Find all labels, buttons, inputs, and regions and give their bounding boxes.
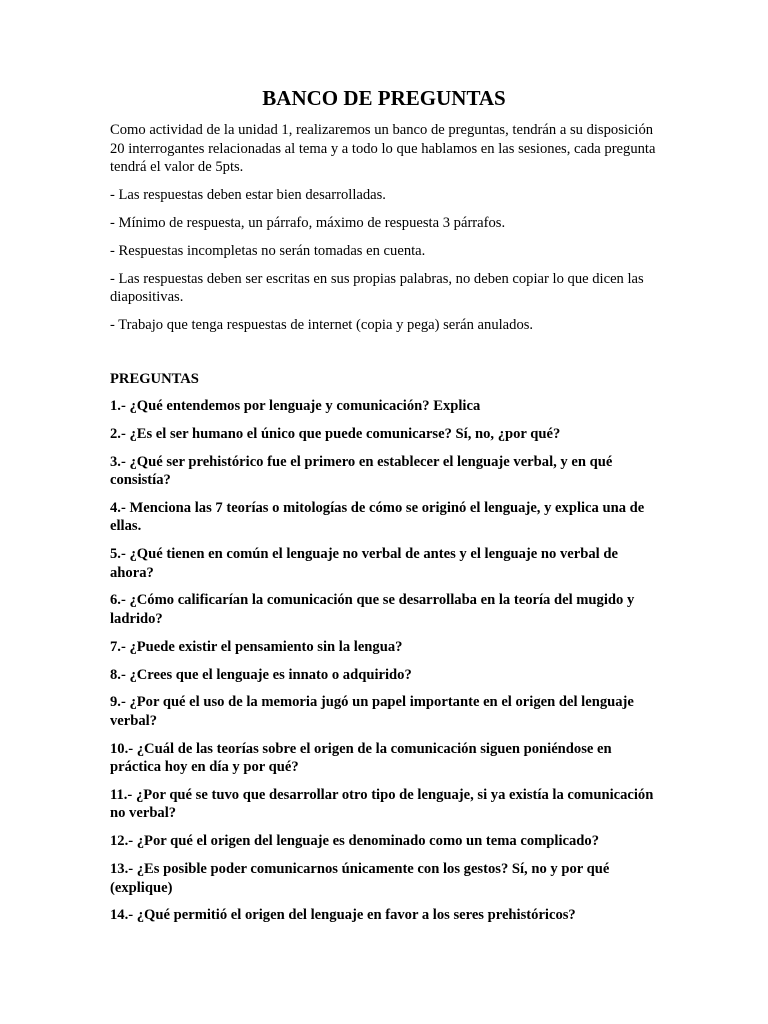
question-item: 9.- ¿Por qué el uso de la memoria jugó un papel importante en el origen del lenguaje verbal?	[110, 694, 634, 729]
questions-heading: PREGUNTAS	[110, 370, 199, 387]
question-item: 4.- Menciona las 7 teorías o mitologías de cómo se originó el lenguaje, y explica una de ellas.	[110, 499, 645, 535]
rule-item: - Las respuestas deben estar bien desarrolladas.	[110, 186, 386, 203]
question-item: 12.- ¿Por qué el origen del lenguaje es denominado como un tema complicado?	[110, 833, 600, 850]
question-item: 7.- ¿Puede existir el pensamiento sin la lengua?	[110, 638, 403, 655]
question-item: 13.- ¿Es posible poder comunicarnos únicamente con los gestos? Sí, no y por qué (explique)	[110, 861, 610, 896]
rule-item: - Trabajo que tenga respuestas de internet (copia y pega) serán anulados.	[110, 317, 534, 333]
question-item: 3.- ¿Qué ser prehistórico fue el primero en establecer el lenguaje verbal, y en qué consistía?	[110, 453, 613, 489]
rule-item: - Las respuestas deben ser escritas en sus propias palabras, no deben copiar lo que dicen las diapositivas.	[110, 270, 644, 305]
question-item: 8.- ¿Crees que el lenguaje es innato o adquirido?	[110, 666, 412, 683]
question-item: 5.- ¿Qué tienen en común el lenguaje no verbal de antes y el lenguaje no verbal de ahora?	[110, 546, 618, 581]
rule-item: - Mínimo de respuesta, un párrafo, máximo de respuesta 3 párrafos.	[110, 214, 506, 231]
rules-list	[110, 186, 658, 335]
question-item: 1.- ¿Qué entendemos por lenguaje y comunicación? Explica	[110, 398, 481, 414]
question-item: 11.- ¿Por qué se tuvo que desarrollar otro tipo de lenguaje, si ya existía la comunicación no verbal?	[110, 786, 654, 822]
questions-list	[110, 397, 658, 925]
intro-paragraph: Como actividad de la unidad 1, realizaremos un banco de preguntas, tendrán a su disposición 20 interrogantes relacionadas al tema y a todo lo que hablamos en las sesiones, cada pregunta tendrá el valor de 5pts.	[110, 122, 656, 175]
question-item: 6.- ¿Cómo calificarían la comunicación que se desarrollaba en la teoría del mugido y ladrido?	[110, 592, 635, 627]
document-title: BANCO DE PREGUNTAS	[262, 86, 506, 110]
question-item: 10.- ¿Cuál de las teorías sobre el origen de la comunicación siguen poniéndose en práctica hoy en día y por qué?	[110, 740, 612, 776]
question-item: 2.- ¿Es el ser humano el único que puede comunicarse? Sí, no, ¿por qué?	[110, 425, 561, 442]
rule-item: - Respuestas incompletas no serán tomadas en cuenta.	[110, 242, 426, 259]
question-item: 14.- ¿Qué permitió el origen del lenguaje en favor a los seres prehistóricos?	[110, 907, 576, 924]
